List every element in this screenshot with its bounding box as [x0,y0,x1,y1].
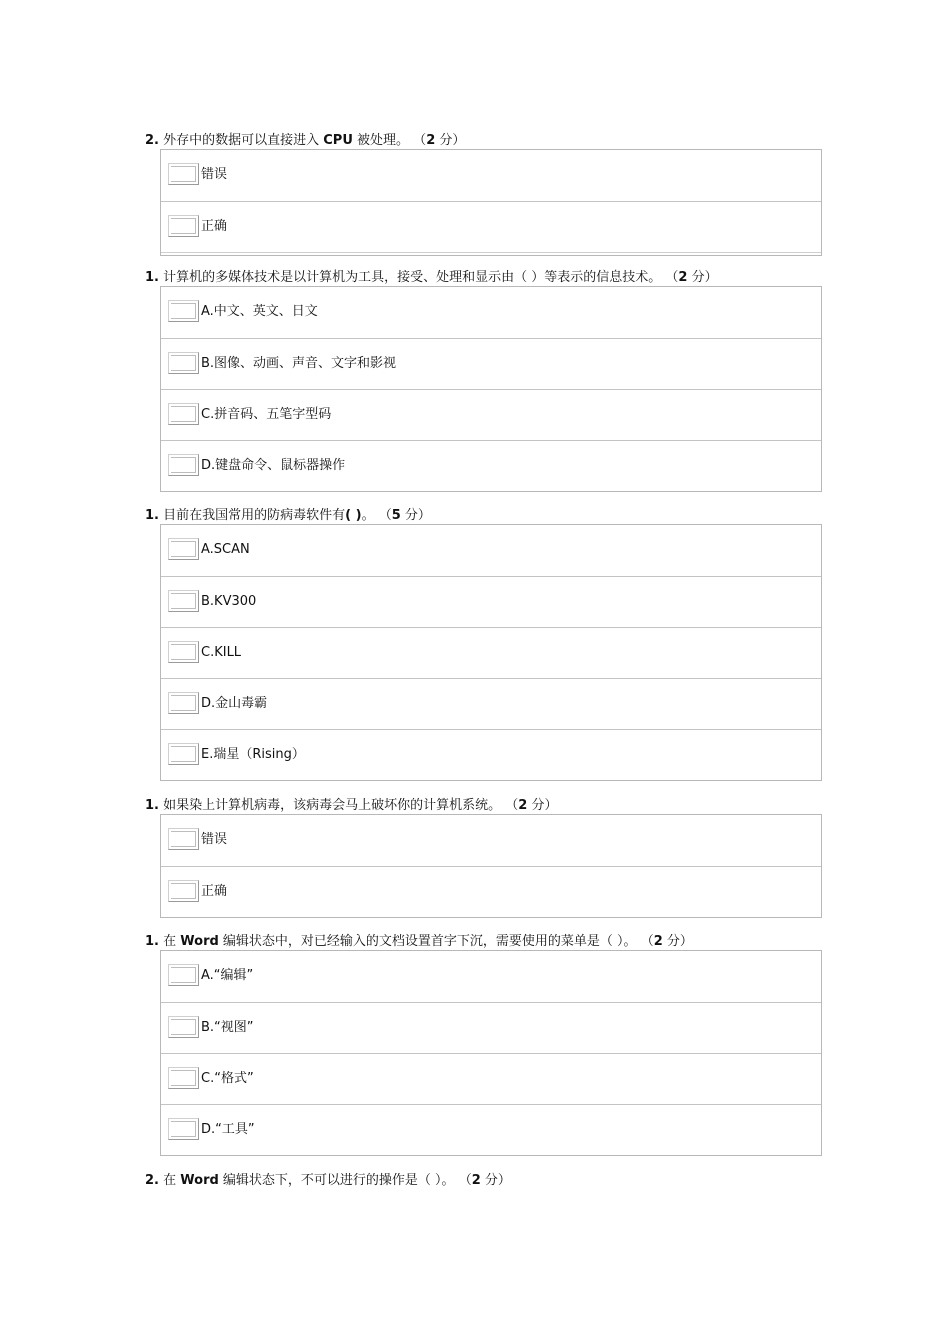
option-checkbox[interactable] [168,743,199,765]
question-number: 1. [145,934,159,949]
score-value: 5 [391,508,401,523]
option-label: 错误 [201,167,228,182]
option-row[interactable] [161,201,821,252]
question-text: Word [180,934,219,949]
question-text: 在 [163,1173,181,1188]
question-title [145,798,557,814]
options-box [160,286,822,492]
question-text: Word [180,1173,219,1188]
option-label: 正确 [201,884,228,899]
question-title [145,934,693,950]
option-checkbox[interactable] [168,163,199,185]
option-row[interactable] [161,815,821,866]
option-row[interactable] [161,287,821,338]
question-text: 目前在我国常用的防病毒软件有 [163,508,346,523]
option-row[interactable] [161,150,821,201]
option-row[interactable] [161,1002,821,1053]
score-open: （ [378,508,392,523]
option-checkbox[interactable] [168,880,199,902]
options-box [160,149,822,256]
question-title [145,133,465,149]
score-value: 2 [518,798,528,813]
question-text: 外存中的数据可以直接进入 [163,133,324,148]
option-label: C.“格式” [201,1071,254,1086]
option-checkbox[interactable] [168,300,199,322]
option-checkbox[interactable] [168,641,199,663]
option-label: A.“编辑” [201,968,254,983]
question-text: 编辑状态下，不可以进行的操作是（ ）。 [218,1173,455,1188]
option-checkbox[interactable] [168,692,199,714]
option-label: 错误 [201,832,228,847]
option-checkbox[interactable] [168,1118,199,1140]
option-label: A.SCAN [201,542,250,557]
option-row[interactable] [161,389,821,440]
option-checkbox[interactable] [168,538,199,560]
question-title [145,270,718,286]
score-close: 分） [435,133,466,148]
option-label: D.键盘命令、鼠标器操作 [201,458,346,473]
score-open: （ [458,1173,472,1188]
option-label: C.拼音码、五笔字型码 [201,407,332,422]
option-checkbox[interactable] [168,403,199,425]
option-label: B.“视图” [201,1020,254,1035]
question-text: ( ) [345,508,362,523]
option-row[interactable] [161,338,821,389]
options-box [160,950,822,1156]
score-value: 2 [426,133,436,148]
option-label: E.瑞星（Rising） [201,747,305,762]
option-checkbox[interactable] [168,590,199,612]
score-close: 分） [480,1173,511,1188]
options-box [160,524,822,781]
question-text: 。 [361,508,375,523]
option-row[interactable] [161,729,821,780]
option-row[interactable] [161,951,821,1002]
option-label: C.KILL [201,645,242,660]
question-text: 被处理。 [352,133,410,148]
question-number: 1. [145,798,159,813]
score-value: 2 [653,934,663,949]
question-text: CPU [323,133,353,148]
option-checkbox[interactable] [168,828,199,850]
option-label: 正确 [201,219,228,234]
option-checkbox[interactable] [168,964,199,986]
option-row[interactable] [161,576,821,627]
question-number: 1. [145,270,159,285]
option-checkbox[interactable] [168,1067,199,1089]
option-row[interactable] [161,678,821,729]
question-number: 2. [145,133,159,148]
score-close: 分） [527,798,558,813]
score-open: （ [665,270,679,285]
option-checkbox[interactable] [168,352,199,374]
score-value: 2 [678,270,688,285]
option-label: D.“工具” [201,1122,255,1137]
question-text: 如果染上计算机病毒，该病毒会马上破坏你的计算机系统。 [163,798,502,813]
question-text: 在 [163,934,181,949]
score-close: 分） [400,508,431,523]
question-number: 2. [145,1173,159,1188]
option-row[interactable] [161,627,821,678]
score-value: 2 [471,1173,481,1188]
option-checkbox[interactable] [168,215,199,237]
option-label: D.金山毒霸 [201,696,268,711]
score-open: （ [505,798,519,813]
score-open: （ [640,934,654,949]
option-label: A.中文、英文、日文 [201,304,318,319]
score-open: （ [413,133,427,148]
question-title [145,1173,511,1189]
option-row[interactable] [161,866,821,917]
option-checkbox[interactable] [168,1016,199,1038]
option-checkbox[interactable] [168,454,199,476]
question-text: 编辑状态中，对已经输入的文档设置首字下沉，需要使用的菜单是（ ）。 [218,934,637,949]
question-title [145,508,431,524]
option-row[interactable] [161,525,821,576]
option-label: B.图像、动画、声音、文字和影视 [201,356,397,371]
option-label: B.KV300 [201,594,257,609]
option-row[interactable] [161,1104,821,1155]
score-close: 分） [662,934,693,949]
option-row[interactable] [161,440,821,491]
question-number: 1. [145,508,159,523]
options-box [160,814,822,918]
score-close: 分） [687,270,718,285]
box-bottom-edge [161,252,821,255]
option-row[interactable] [161,1053,821,1104]
question-text: 计算机的多媒体技术是以计算机为工具，接受、处理和显示由（ ）等表示的信息技术。 [163,270,662,285]
